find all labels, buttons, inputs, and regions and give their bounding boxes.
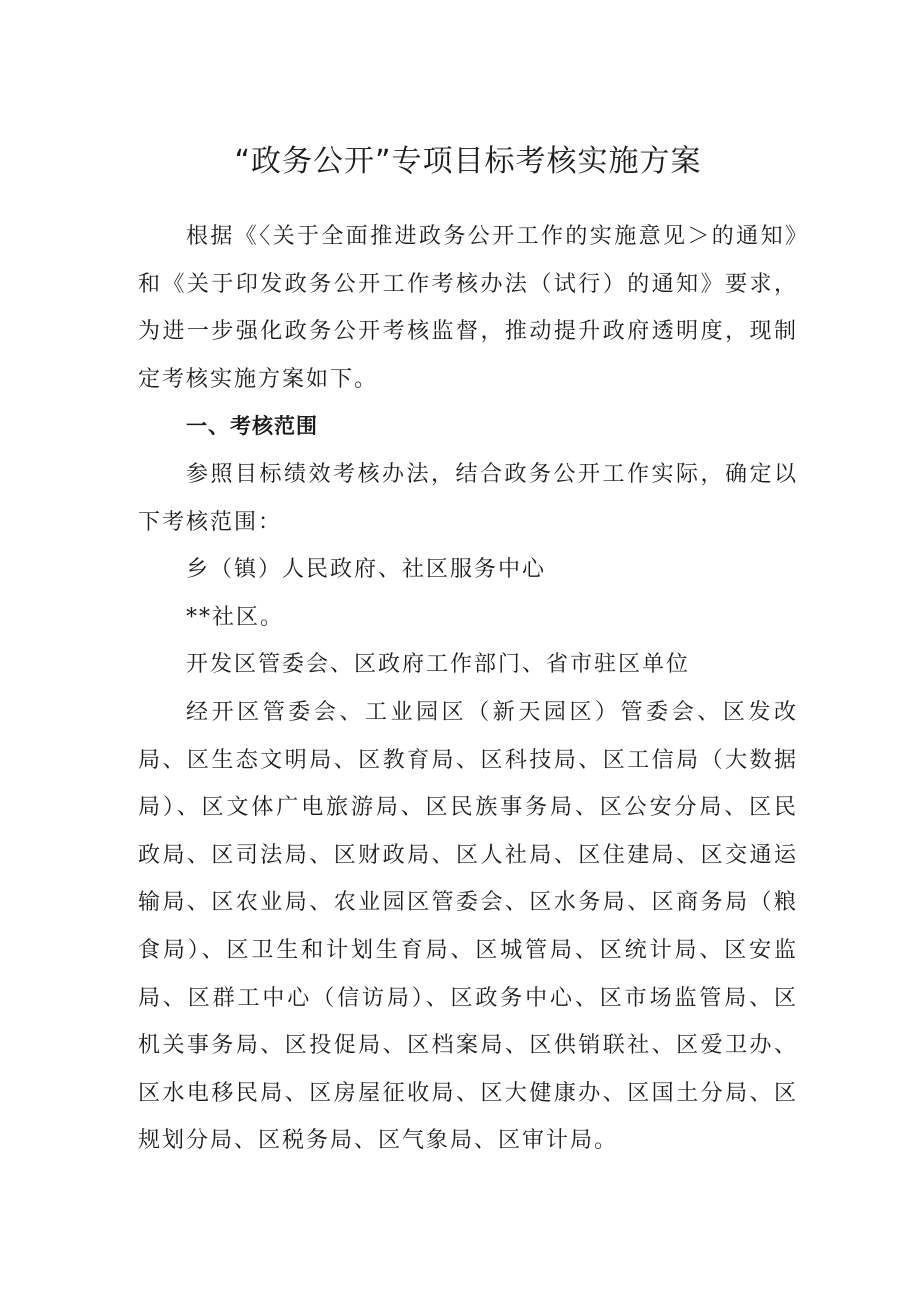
document-body	[138, 213, 798, 1165]
scope-item-departments: 开发区管委会、区政府工作部门、省市驻区单位	[186, 652, 691, 678]
scope-item-community: **社区。	[186, 604, 285, 630]
units-list-paragraph: 经开区管委会、工业园区（新天园区）管委会、区发改局、区生态文明局、区教育局、区科技局、区工信局（大数据局）、区文体广电旅游局、区民族事务局、区公安分局、区民政局、区司法局、区财政局、区人社局、区住建局、区交通运输局、区农业局、农业园区管委会、区水务局、区商务局（粮食局）、区卫生和计划生育局、区城管局、区统计局、区安监局、区群工中心（信访局）、区政务中心、区市场监管局、区机关事务局、区投促局、区档案局、区供销联社、区爱卫办、区水电移民局、区房屋征收局、区大健康办、区国土分局、区规划分局、区税务局、区气象局、区审计局。	[138, 699, 798, 1154]
intro-paragraph: 根据《〈关于全面推进政务公开工作的实施意见＞的通知》和《关于印发政务公开工作考核办法（试行）的通知》要求，为进一步强化政务公开考核监督，推动提升政府透明度，现制定考核实施方案如下。	[138, 224, 798, 392]
scope-intro-paragraph: 参照目标绩效考核办法，结合政务公开工作实际，确定以下考核范围：	[138, 461, 798, 535]
document-title: “政务公开”专项目标考核实施方案	[234, 144, 702, 179]
section-heading-scope: 一、考核范围	[186, 414, 318, 439]
scope-item-townships: 乡（镇）人民政府、社区服务中心	[186, 557, 547, 583]
